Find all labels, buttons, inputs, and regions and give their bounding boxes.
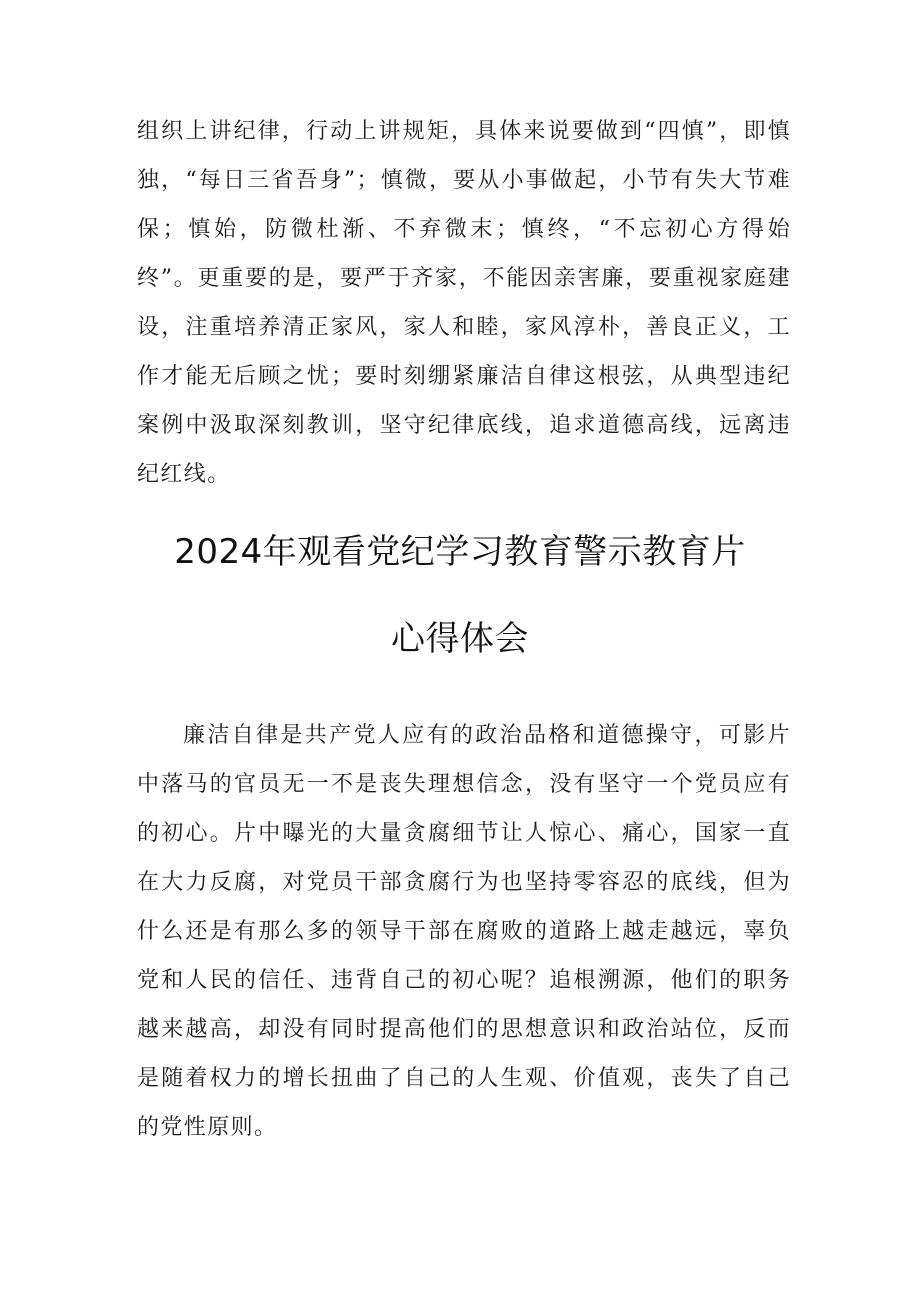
body-paragraph: 廉洁自律是共产党人应有的政治品格和道德操守，可影片中落马的官员无一不是丧失理想信念，没有坚守一个党员应有的初心。片中曝光的大量贪腐细节让人惊心、痛心，国家一直在大力反腐，对党员干部贪腐行为也坚持零容忍的底线，但为什么还是有那么多的领导干部在腐败的道路上越走越远，辜负党和人民的信任、违背自己的初心呢？追根溯源，他们的职务越来越高，却没有同时提高他们的思想意识和政治站位，反而是随着权力的增长扭曲了自己的人生观、价值观，丧失了自己的党性原则。 xyxy=(137,723,791,1140)
document-title-line-2: 心得体会 xyxy=(391,619,529,659)
body-paragraph-continued: 组织上讲纪律，行动上讲规矩，具体来说要做到“四慎”，即慎独，“每日三省吾身”；慎微，要从小事做起，小节有失大节难保；慎始，防微杜渐、不弃微末；慎终，“不忘初心方得始终”。更重要的是，要严于齐家，不能因亲害廉，要重视家庭建设，注重培养清正家风，家人和睦，家风淳朴，善良正义，工作才能无后顾之忧；要时刻绷紧廉洁自律这根弦，从典型违纪案例中汲取深刻教训，坚守纪律底线，追求道德高线，远离违纪红线。 xyxy=(137,119,791,487)
document-title-line-1: 2024年观看党纪学习教育警示教育片 xyxy=(174,532,746,572)
